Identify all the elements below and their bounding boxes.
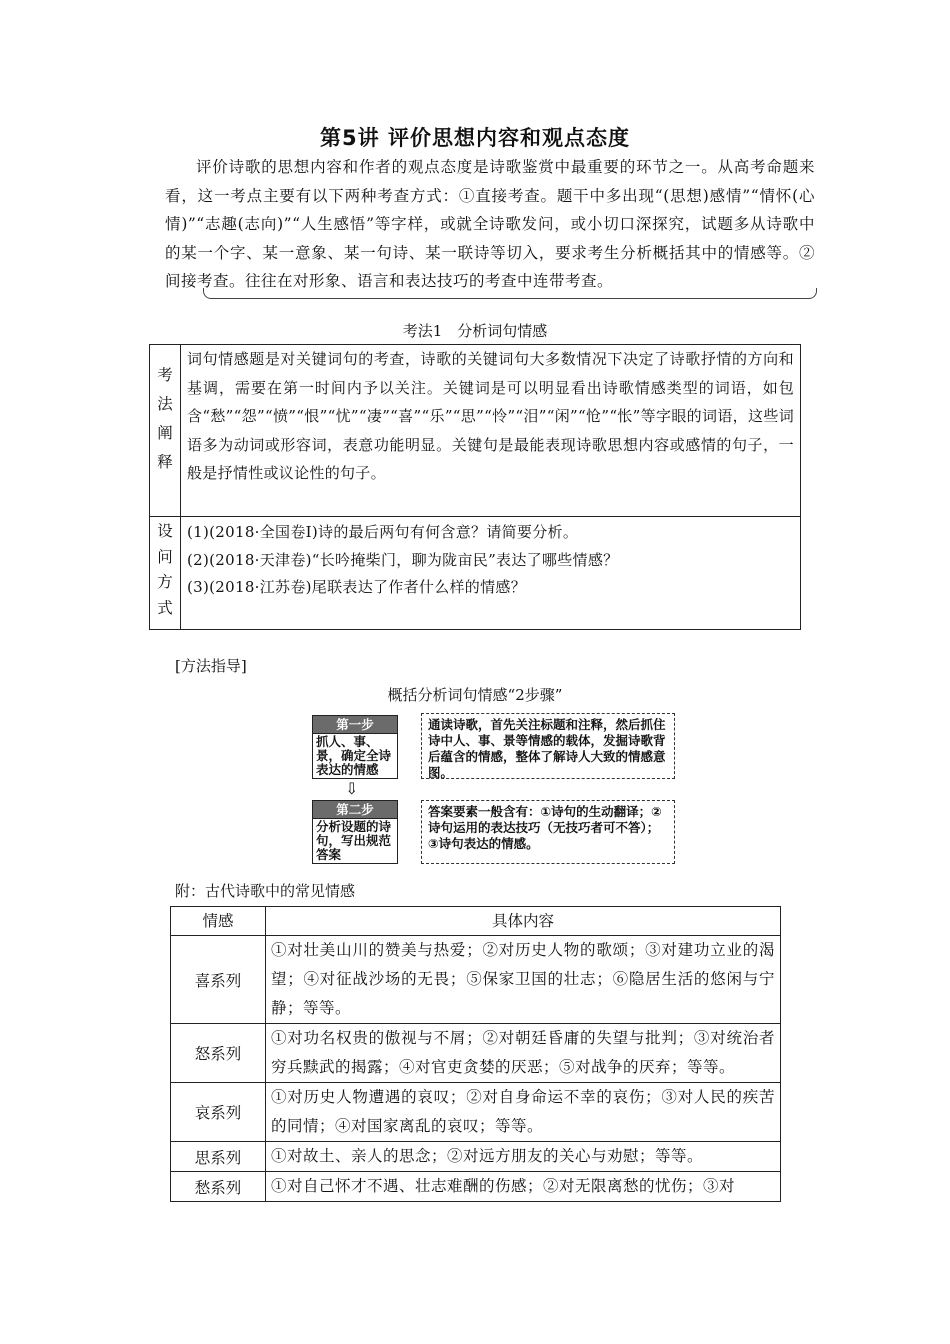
list-item: (1)(2018·全国卷Ⅰ)诗的最后两句有何含意？请简要分析。 (187, 523, 579, 541)
emotion-content: ①对自己怀才不遇、壮志难酬的伤感；②对无限离愁的忧伤；③对 (266, 1172, 781, 1202)
method-table (149, 344, 801, 630)
steps-title: 概括分析词句情感“2步骤” (387, 686, 563, 704)
explain-text: 词句情感题是对关键词句的考查，诗歌的关键词句大多数情况下决定了诗歌抒情的方向和基调，需要在第一时间内予以关注。关键词是可以明显看出诗歌情感类型的词语，如包含“愁”“怨”“愤”“恨”“忧”“凄”“喜”“乐”“思”“怜”“泪”“闲”“怆”“怅”等字眼的词语，这些词语多为动词或形容词，表意功能明显。关键句是最能表现诗歌思想内容或感情的句子，一般是抒情性或议论性的句子。 (181, 345, 801, 517)
table-row (171, 1142, 781, 1172)
section-title: 考法1 分析词句情感 (402, 322, 548, 340)
emotion-name: 哀系列 (171, 1083, 266, 1142)
list-item: (3)(2018·江苏卷)尾联表达了作者什么样的情感？ (187, 578, 526, 596)
table-header-row (171, 907, 781, 936)
appendix-title: 附：古代诗歌中的常见情感 (175, 882, 356, 900)
ask-label: 设问方式 (150, 517, 181, 630)
emotion-content: ①对历史人物遭遇的哀叹；②对自身命运不幸的哀伤；③对人民的疾苦的同情；④对国家离乱的哀叹；等等。 (266, 1083, 781, 1142)
emotion-content: ①对壮美山川的赞美与热爱；②对历史人物的歌颂；③对建功立业的渴望；④对征战沙场的无畏；⑤保家卫国的壮志；⑥隐居生活的悠闲与宁静；等等。 (266, 936, 781, 1024)
down-arrow-icon: ⇩ (345, 779, 359, 798)
table-row (150, 345, 801, 517)
table-row (171, 1172, 781, 1202)
list-item: (2)(2018·天津卷)“长吟掩柴门，聊为陇亩民”表达了哪些情感？ (187, 550, 619, 569)
method-guide-label: [方法指导] (175, 657, 247, 675)
table-row (171, 1083, 781, 1142)
table-row (150, 517, 801, 630)
table-row (171, 1024, 781, 1083)
step-2-box (312, 800, 398, 864)
emotion-name: 怒系列 (171, 1024, 266, 1083)
header-content: 具体内容 (266, 907, 781, 936)
step-2-detail: 答案要素一般含有：①诗句的生动翻译；②诗句运用的表达技巧（无技巧者可不答）；③诗句表达的情感。 (421, 800, 675, 864)
step-2-head: 第二步 (313, 801, 397, 819)
step-1-box (312, 715, 398, 779)
emotion-table (170, 906, 781, 1202)
emotion-name: 思系列 (171, 1142, 266, 1172)
page-title: 第5讲 评价思想内容和观点态度 (320, 126, 630, 150)
emotion-content: ①对功名权贵的傲视与不屑；②对朝廷昏庸的失望与批判；③对统治者穷兵黩武的揭露；④对官吏贪婪的厌恶；⑤对战争的厌弃；等等。 (266, 1024, 781, 1083)
step-1-detail: 通读诗歌，首先关注标题和注释，然后抓住诗中人、事、景等情感的载体，发掘诗歌背后蕴含的情感，整体了解诗人大致的情感意图。 (421, 713, 675, 779)
step-1-body: 抓人、事、景，确定全诗表达的情感 (316, 734, 392, 777)
explain-label: 考法阐释 (150, 345, 181, 517)
emotion-name: 喜系列 (171, 936, 266, 1024)
table-row (171, 936, 781, 1024)
emotion-content: ①对故土、亲人的思念；②对远方朋友的关心与劝慰；等等。 (266, 1142, 781, 1172)
ask-list (181, 517, 801, 630)
section-divider (203, 288, 817, 299)
step-2-body: 分析设题的诗句，写出规范答案 (316, 819, 392, 862)
header-emotion: 情感 (171, 907, 266, 936)
intro-paragraph: 评价诗歌的思想内容和作者的观点态度是诗歌鉴赏中最重要的环节之一。从高考命题来看，这一考点主要有以下两种考查方式：①直接考查。题干中多出现“(思想)感情”“情怀(心情)”“志趣(志向)”“人生感悟”等字样，或就全诗歌发问，或小切口深探究，试题多从诗歌中的某一个字、某一意象、某一句诗、某一联诗等切入，要求考生分析概括其中的情感等。②间接考查。往往在对形象、语言和表达技巧的考查中连带考查。 (165, 158, 815, 290)
step-1-head: 第一步 (313, 716, 397, 734)
emotion-name: 愁系列 (171, 1172, 266, 1202)
